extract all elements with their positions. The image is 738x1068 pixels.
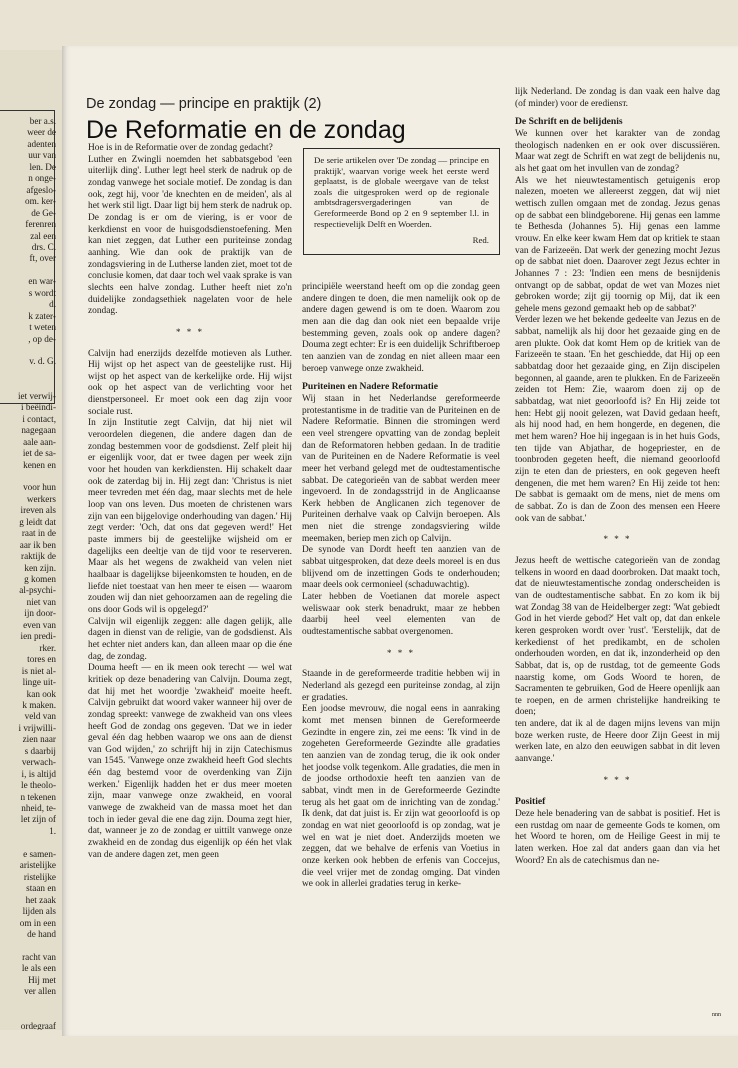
previous-page-line: verwach-: [21, 757, 56, 768]
previous-page-line: om. ker-: [25, 196, 56, 207]
previous-page-strip: [0, 50, 63, 1030]
previous-page-line: tores en: [27, 654, 56, 665]
paragraph: Staande in de gereformeerde traditie hebben wij in Nederland als gezegd een puriteinse zondag, al zijn er gradaties.: [302, 669, 500, 703]
previous-page-line: ken zijn.: [24, 562, 56, 573]
editor-signature: Red.: [472, 235, 489, 246]
previous-page-line: staan en: [26, 883, 56, 894]
previous-page-line: nheid, te-: [21, 803, 56, 813]
paragraph: Later hebben de Voetianen dat morele aspect weliswaar ook sterk benadrukt, maar ze hebben daarbij heel veel elementen van de oudtestamentische sabbat overgenomen.: [302, 592, 500, 638]
section-divider: * * *: [176, 326, 204, 337]
previous-page-line: 1.: [49, 825, 56, 836]
previous-page-line: n onge-: [28, 173, 56, 184]
previous-page-line: ferenren: [25, 219, 56, 230]
previous-page-line: i, is altijd: [21, 768, 56, 779]
previous-page-line: s daarbij: [24, 745, 56, 756]
paragraph: We kunnen over het karakter van de zondag theologisch nadenken en er ook over discussiëren. Maar wat zegt de Schrift en wat zegt de belijdenis nu, als het gaat om het invullen van de zondag?: [515, 128, 720, 174]
column-2: [302, 282, 500, 897]
paragraph: Een joodse mevrouw, die nogal eens in aanraking komt met mensen binnen de Gereformeerde Gezindte in engere zin, zei me eens: 'Ik vind in de zogeheten Gereformeerde Gezindte alle gradaties ten aanzien van de zondag terug, die ik ook onder het joodse volk tegenkom. Alle gradaties, die men in de joodse orthodoxie heeft ten aanzien van de sabbat, vindt men in de Gereformeerde Gezindte terug als het gaat om de inrichting van de zondag.' Ik denk, dat dat juist is. Er zijn wat geoorloofd is op zondag en wat niet geoorloofd is op zondag, wat je wel en wat je niet doet. Anderzijds moeten we zeggen, dat we behalve de erfenis van Voetius in onze kerken ook hebben de erfenis van Coccejus, die veel vrijer met de zondag omging. Dat vinden we ook in allerlei gradaties terug in kerke-: [302, 704, 500, 890]
previous-page-line: e samen-: [23, 848, 56, 859]
previous-page-line: lijden als: [22, 906, 56, 917]
section-heading: De Schrift en de belijdenis: [515, 116, 623, 128]
previous-page-line: k maken.: [22, 699, 56, 710]
previous-page-line: linge uit-: [22, 677, 56, 688]
previous-page-line: ien predi-: [20, 631, 56, 642]
previous-page-line: al-psychi-: [19, 585, 56, 596]
column-3: [515, 87, 720, 873]
article-kicker: De zondag — principe en praktijk (2): [86, 96, 322, 112]
section-divider: * * *: [603, 774, 632, 785]
paragraph: lijk Nederland. De zondag is dan vaak een halve dag (of minder) voor de erediensт.: [515, 87, 720, 109]
paragraph: Douma heeft — en ik meen ook terecht — wel wat kritiek op deze benadering van Calvijn. Douma zegt, dat hij met het woordje 'zwakheid' moeite heeft. Calvijn gebruikt dat woord vaker wanneer hij over de zondag spreekt: vanwege de zwakheid van ons vlees heeft God de zondag ons gegeven. 'Dat we in ieder geval één dag hebben waarop we ons aan de dienst van God wijden,' zo schrijft hij in zijn Catechismus van 1545. 'Vanwege onze zwakheid heeft God slechts één dag bestemd voor de overdenking van Zijn werken.' Eigenlijk hadden het er dus meer moeten zijn, maar vanwege onze zwakheid, en vooral vanwege de zwakheid van de massa moet het dan toch in ieder geval die ene dag zijn. Douma zegt hier, dat, wanneer je zo de zondag er uittilt vanwege onze zwakheid en de zondag dus eigenlijk op één het vlak van de andere dagen zet, men geen: [88, 663, 292, 860]
section-divider: * * *: [603, 534, 632, 545]
previous-page-line: ijn door-: [24, 608, 56, 619]
previous-page-line: kenen en: [23, 459, 56, 470]
previous-page-line: de Ge-: [31, 207, 56, 218]
previous-page-line: ireven als: [20, 505, 56, 516]
previous-page-line: niet van: [26, 596, 56, 607]
previous-page-line: raat in de: [21, 528, 56, 539]
previous-page-line: t weten: [29, 322, 56, 333]
previous-page-line: Hij met: [28, 974, 56, 985]
paragraph: Hoe is in de Reformatie over de zondag gedacht?: [88, 143, 273, 153]
paragraph: Deze hele benadering van de sabbat is positief. Het is een rustdag om naar de gemeente Gods te komen, om het Woord te horen, om de Heilige Geest in mij te laten werken. Hoe zal dat anders gaan dan via het Woord? En als de catechismus dan ne-: [515, 809, 720, 866]
paragraph: principiële weerstand heeft om op die zondag geen andere dingen te doen, die men namelijk ook op de andere dagen gewend is om te doen. Waarom zou men aan die dag dan ook niet een bepaalde vrije bestemming geven, zoals ook op andere dagen? Douma zegt echter: Er is een duidelijk Schriftberoep ten aanzien van de zondag en niet alleen maar een beroep vanwege onze zwakheid.: [302, 282, 500, 374]
previous-page-line: i contact,: [22, 413, 56, 424]
previous-page-line: veld van: [24, 711, 56, 722]
section-heading: Puriteinen en Nadere Reformatie: [302, 381, 438, 393]
previous-page-line: n tekenen: [20, 791, 56, 802]
previous-page-line: werkers: [26, 493, 56, 504]
previous-page-line: voor hun: [23, 482, 56, 493]
paragraph: Calvijn had enerzijds dezelfde motieven als Luther. Hij wijst op het aspect van de geestelijke rust. Hij wijst op het aspect van de kerkelijke orde. Hij wijst ook op het aspect van de verlichting voor het dienstpersoneel. Er moet ook een dag zijn voor sociale rust.: [88, 348, 292, 417]
previous-page-line: even van: [23, 619, 56, 630]
previous-page-line: racht van: [22, 951, 56, 962]
previous-page-line: rker.: [39, 642, 56, 653]
previous-page-line: ft, over: [29, 253, 56, 264]
paragraph: Luther en Zwingli noemden het sabbatsgebod 'een uiterlijk ding'. Luther legt heel sterk de nadruk op de zondag vanwege het sociale motief. De zondag is dan ook, zegt hij, voor 'de knechten en de meiden', als al het werk stil ligt. Daar ligt bij hem sterk de nadruk op. De zondag is er om de viering, is er voor de kerkdienst en voor de huisgodsdienstoefening. Men kan niet zeggen, dat Luther een puriteinse zondag aanhing. Wie dan ook de praktijk van de zondagsviering in de Lutherse landen ziet, moet tot de conclusie komen, dat daar toch wel vaak sprake is van slechts een halve zondag. Luther heeft niet zo'n duidelijke zondagsethiek nagelaten voor de hele zondag.: [88, 154, 292, 317]
previous-page-line: i beëindi-: [21, 402, 56, 413]
previous-page-line: k zater-: [28, 310, 56, 321]
previous-page-line: v. d. G.: [29, 356, 56, 367]
previous-page-line: le theolo-: [21, 780, 56, 791]
previous-page-line: en war-: [28, 276, 56, 287]
page-mark: nnn: [712, 1012, 721, 1018]
editor-note-text: De serie artikelen over 'De zondag — principe en praktijk', waarvan vorige week het eerste werd geplaatst, is de globale weergave van de tekst zoals die uitgesproken werd op de regionale ambtsdragersvergaderingen van de Gereformeerde Bond op 2 en 9 september l.l. in respectievelijk Delft en Woerden.: [314, 155, 489, 229]
previous-page-line: s wordt: [28, 287, 56, 298]
previous-page-line: drs. C.: [31, 241, 56, 252]
previous-page-line: zien naar: [22, 734, 56, 745]
paragraph: Calvijn wil eigenlijk zeggen: alle dagen gelijk, alle dagen in dienst van de religie, van de godsdienst. Als het echter niet anders kan, dan alleen maar op die éne dag, de zondag.: [88, 616, 292, 662]
previous-page-line: kan ook: [26, 688, 56, 699]
previous-page-line: om in een: [19, 917, 56, 928]
previous-page-line: g komen: [24, 574, 56, 584]
previous-page-line: i vrijwilli-: [18, 722, 56, 733]
previous-page-line: ver allen: [24, 986, 56, 997]
section-heading: Positief: [515, 796, 546, 808]
section-divider: * * *: [387, 647, 415, 658]
paragraph: De synode van Dordt heeft ten aanzien van de sabbat uitgesproken, dat deze deels moreel is en dus blijvend om de inzettingen Gods te onderhouden; maar deels ook cermonieel (schaduwachtig).: [302, 545, 500, 591]
previous-page-line: aale aan-: [23, 436, 56, 447]
column-1: [88, 143, 292, 867]
previous-page-line: aristelijke: [19, 860, 56, 871]
previous-page-line: het zaak: [25, 894, 56, 905]
paragraph: Wij staan in het Nederlandse gereformeerde protestantisme in de traditie van de Puriteinen en de Nadere Reformatie. Binnen die stromingen werd een veel strengere opvatting van de zondag bepleit dan de Reformatoren hebben gedaan. In de traditie van de Puriteinen en de Nadere Reformatie is veel meer het verband gelegd met de oudtestamentische sabbat. De categorieën van de sabbat werden meer ingevoerd. In de zondagsstrijd in de Anglicaanse Kerk hebben de Anglicanen zich tegenover de Puriteinen derhalve vaak op Calvijn beroepen. Als men niet die strenge zondagsviering wilde meemaken, beriep men zich op Calvijn.: [302, 393, 500, 544]
paragraph: Verder lezen we het bekende gedeelte van Jezus en de sabbat, namelijk als hij door het gezaaide ging en de aren plukte. Ook dat komt Hem op de kritiek van de Farizeeën te staan. 'En het geschiedde, dat Hij op een sabbatdag door het gezaaide ging, en Zijn discipelen begonnen, al gaande, aren te plukken. En de Farizeeën zeiden tot Hem: Zie, waarom doen zij op de sabbatdag, wat niet geoorloofd is? En Hij zeide tot hen: Hebt gij nooit gelezen, wat David gedaan heeft, als hij nood had, en hem hongerde, en degenen, die met hem waren? Hoe hij ingegaan is in het huis Gods, ten tijde van Abjathar, de hogepriester, en de toonbroden gegeten heeft, die niemand geoorloofd zijn te eten dan de priesters, en ook gegeven heeft dengenen, die met hem waren? En Hij zeide tot hen: De sabbat is gemaakt om de mens, niet de mens om de sabbat. Zo is dan de Zoon des mensen een Heere ook van de sabbat.': [515, 315, 720, 524]
previous-page-line: let zijn of: [20, 814, 56, 825]
previous-page-line: uur van: [28, 150, 56, 161]
previous-page-line: d.: [49, 299, 56, 310]
previous-page-line: g leidt dat: [19, 516, 56, 527]
previous-page-line: is niet al-: [21, 665, 56, 676]
paragraph: Als we het nieuwtestamentisch getuigenis erop nalezen, moeten we allereerst zeggen, dat wij niet wettisch zullen omgaan met de zondag. Jezus genas op de sabbat een blindgeborene. Hij genas een lamme te Bethesda (Johannes 5). Hij genas een lamme vrouw. En elke keer kwam Hem dat op kritiek te staan van de Farizeeën. Dat werk der genezing mocht Jezus op de sabbat niet doen. Daarover zegt Jezus echter in Johannes 7 : 23: 'Indien een mens de besnijdenis ontvangt op de sabbat, opdat de wet van Mozes niet gebroken worde; zijt gij toornig op Mij, dat ik een gehele mens gezond gemaakt heb op de sabbat?': [515, 175, 720, 314]
previous-page-line: , op de-: [28, 333, 56, 344]
previous-page-line: aar ik ben: [19, 539, 56, 550]
editor-note-box: [303, 148, 500, 255]
previous-page-line: iet de sa-: [22, 448, 56, 459]
previous-page-line: weer de: [27, 127, 56, 138]
article-title: De Reformatie en de zondag: [86, 116, 406, 144]
previous-page-line: len. De: [29, 161, 56, 172]
previous-page-line: zal een: [30, 230, 56, 241]
previous-page-line: raktijk de: [21, 551, 56, 562]
previous-page-line: le als een: [21, 963, 56, 974]
previous-page-line: nagegaan: [21, 425, 56, 436]
paragraph: In zijn Institutie zegt Calvijn, dat hij niet wil veroordelen diegenen, die andere dagen dan de zondag bestemmen voor de godsdienst. Zelf pleit hij er eigenlijk voor, dat er twee dagen per week zijn voor het houden van kerkdiensten. Hij schakelt daar ook de zaterdag bij in. Hij zegt dan: 'Christus is niet meer tevreden met één dag, maar slechts met de hele loop van ons leven. Dus moeten de christenen wars zijn van een bijgelovige onderhouding van dagen.' Hij zegt verder: 'Och, dat ons dat gegeven werd!' Het paste immers bij de geestelijke wijsheid om er dagelijks een deeltje van de tijd voor te reserveren. Maar als het wegens de zwakheid van velen niet haalbaar is dagelijkse bijeenkomsten te houden, en de liefde niet toestaat van hen meer te eisen — waarom zouden wij dan niet gehoorzamen aan de regeling die ons door Gods wil is opgelegd?': [88, 418, 292, 615]
previous-page-line: ber a.s.: [29, 116, 56, 126]
paragraph: Jezus heeft de wettische categorieën van de zondag telkens in woord en daad doorbroken. Dat maakt toch, dat de nieuwtestamentische zondag onderscheiden is van de oudtestamentische sabbat. En zo kom ik bij wat Zondag 38 van de Heidelberger zegt: 'Wat gebiedt God in het vierde gebod?' Het valt op, dat dan enkele keren gesproken wordt over 'rust'. 'Eerstelijk, dat de kerkedienst of het predikambt, en de scholen onderhouden worden, en dat ik, inzonderheid op den Sabbat, dat is, op de rustdag, tot de gemeente Gods naarstig kome, om Gods Woord te horen, de Sacramenten te gebruiken, God de Heere openlijk aan te roepen, en de armen christelijke handreiking te doen;: [515, 555, 720, 718]
previous-page-line: ristelijke: [23, 871, 56, 882]
previous-page-line: de hand: [27, 928, 56, 939]
previous-page-line: afgeslo-: [26, 184, 56, 195]
previous-page-line: ordegraaf: [20, 1020, 56, 1030]
paragraph: ten andere, dat ik al de dagen mijns levens van mijn boze werken ruste, de Heere door Zijn Geest in mij werken late, en alzo den eeuwigen sabbat in dit leven aanvange.': [515, 719, 720, 765]
previous-page-line: iet verwij-: [17, 390, 56, 401]
previous-page-line: adenten: [27, 138, 56, 149]
